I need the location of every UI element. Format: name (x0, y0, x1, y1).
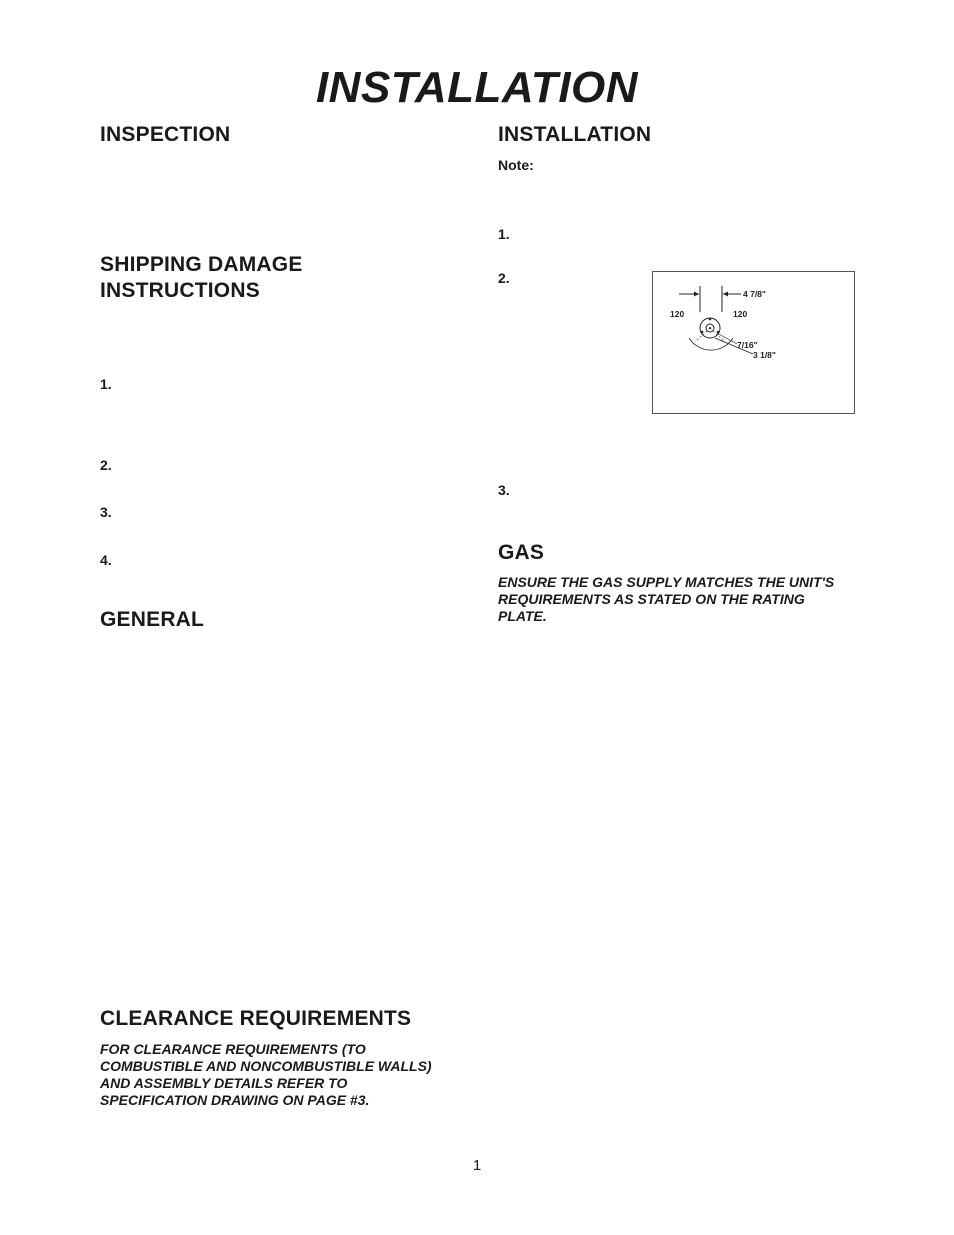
clearance-text-line: COMBUSTIBLE AND NONCOMBUSTIBLE WALLS) (100, 1058, 432, 1074)
note-label: Note: (498, 157, 534, 173)
installation-step-2: 2. (498, 270, 510, 286)
shipping-damage-heading (100, 252, 303, 304)
gas-text-line: ENSURE THE GAS SUPPLY MATCHES THE UNIT'S (498, 574, 835, 590)
gas-heading: GAS (498, 541, 545, 564)
clearance-text (100, 1041, 460, 1109)
page-title: INSTALLATION (315, 63, 639, 112)
clearance-text-line: SPECIFICATION DRAWING ON PAGE #3. (100, 1092, 370, 1108)
gas-text (498, 574, 858, 625)
angle-left-label: 120 (670, 309, 685, 319)
shipping-heading-line1: SHIPPING DAMAGE (100, 253, 303, 276)
mounting-diagram (652, 271, 855, 414)
shipping-step-3: 3. (100, 504, 112, 520)
installation-heading: INSTALLATION (498, 123, 652, 146)
general-heading: GENERAL (100, 608, 205, 631)
clearance-text-line: FOR CLEARANCE REQUIREMENTS (TO (100, 1041, 366, 1057)
gas-text-line: REQUIREMENTS AS STATED ON THE RATING (498, 591, 805, 607)
shipping-step-4: 4. (100, 552, 112, 568)
dimension-top-label: 4 7/8" (743, 289, 766, 299)
angle-right-label: 120 (733, 309, 748, 319)
clearance-text-line: AND ASSEMBLY DETAILS REFER TO (100, 1075, 348, 1091)
hole-dimension-label: 7/16" (737, 340, 758, 350)
shipping-step-2: 2. (100, 457, 112, 473)
installation-step-1: 1. (498, 226, 510, 242)
gas-text-line: PLATE. (498, 608, 547, 624)
page-number: 1 (472, 1157, 482, 1174)
radius-dimension-label: 3 1/8" (753, 350, 776, 360)
installation-step-3: 3. (498, 482, 510, 498)
inspection-heading: INSPECTION (100, 123, 231, 146)
shipping-step-1: 1. (100, 376, 112, 392)
shipping-heading-line2: INSTRUCTIONS (100, 279, 260, 302)
clearance-heading: CLEARANCE REQUIREMENTS (100, 1007, 412, 1030)
